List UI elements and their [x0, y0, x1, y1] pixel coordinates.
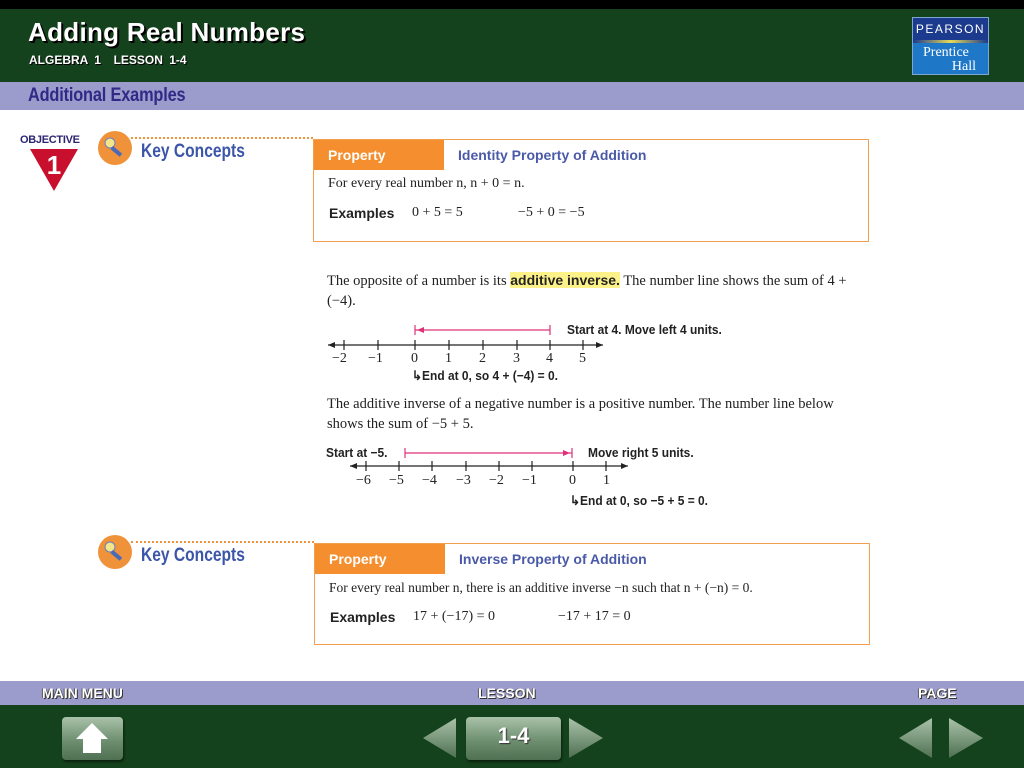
- property-name: Identity Property of Addition: [458, 147, 647, 163]
- key-concepts-heading: [98, 131, 318, 171]
- tick-label: 2: [479, 351, 486, 366]
- key-concepts-label: Key Concepts: [141, 545, 245, 566]
- example-1: 17 + (−17) = 0: [413, 609, 496, 624]
- logo-hall: Hall: [951, 59, 976, 74]
- number-line-2-move-note: Move right 5 units.: [588, 445, 694, 460]
- tick-label: 0: [411, 351, 418, 366]
- prev-lesson-button[interactable]: [420, 716, 460, 760]
- logo-prentice: Prentice: [923, 45, 969, 60]
- section-band: [0, 82, 1024, 110]
- tick-label: −5: [389, 473, 404, 488]
- tick-label: −6: [356, 473, 371, 488]
- key-concepts-heading: [98, 535, 318, 575]
- number-line-2-start-note: Start at −5.: [326, 445, 388, 460]
- example-2: −17 + 17 = 0: [558, 609, 631, 624]
- tick-label: 0: [569, 473, 576, 488]
- number-line-2-end-note: ↳End at 0, so −5 + 5 = 0.: [570, 493, 709, 508]
- dotted-rule: [131, 541, 314, 543]
- number-line-1-end-note: ↳End at 0, so 4 + (−4) = 0.: [412, 368, 558, 383]
- property-name: Inverse Property of Addition: [459, 551, 647, 567]
- page-title: Adding Real Numbers: [28, 17, 306, 47]
- prev-page-button[interactable]: [896, 716, 936, 760]
- objective-number: 1: [46, 150, 62, 180]
- paragraph-text-cont: The number line shows the sum of 4 + (−4).: [327, 273, 847, 309]
- key-icon: [98, 535, 132, 569]
- examples-label: Examples: [329, 205, 395, 221]
- tick-label: −2: [332, 351, 347, 366]
- logo-swoosh: [913, 40, 988, 43]
- property-description: For every real number n, there is an additive inverse −n such that n + (−n) = 0.: [329, 580, 753, 595]
- section-title: Additional Examples: [28, 85, 186, 106]
- objective-badge: [20, 134, 84, 194]
- property-description: For every real number n, n + 0 = n.: [328, 176, 525, 191]
- key-icon: [98, 131, 132, 165]
- property-box-identity: [313, 139, 869, 242]
- tick-label: −1: [522, 473, 537, 488]
- header: [0, 9, 1024, 82]
- example-2: −5 + 0 = −5: [518, 205, 585, 220]
- main-menu-label: MAIN MENU: [42, 685, 123, 701]
- number-line-2: [326, 444, 766, 514]
- paragraph-additive-inverse: [327, 270, 867, 311]
- tick-label: 5: [579, 351, 586, 366]
- tick-label: 3: [513, 351, 520, 366]
- footer-nav: [0, 705, 1024, 768]
- lesson-label: LESSON: [478, 685, 536, 701]
- next-page-button[interactable]: [946, 716, 986, 760]
- end-note-text: End at 0, so −5 + 5 = 0.: [580, 493, 709, 508]
- tick-label: −4: [422, 473, 437, 488]
- lesson-subtitle: ALGEBRA 1 LESSON 1-4: [29, 53, 187, 67]
- footer-label-band: [0, 681, 1024, 705]
- end-note-text: End at 0, so 4 + (−4) = 0.: [422, 368, 558, 383]
- logo-pearson: PEARSON: [913, 18, 988, 40]
- page-label: PAGE: [918, 685, 957, 701]
- main-menu-button[interactable]: [62, 717, 123, 760]
- key-concepts-label: Key Concepts: [141, 141, 245, 162]
- tick-label: −2: [489, 473, 504, 488]
- examples-label: Examples: [330, 609, 396, 625]
- property-box-inverse: [314, 543, 870, 645]
- tick-label: 1: [603, 473, 610, 488]
- number-line-1-start-note: Start at 4. Move left 4 units.: [567, 322, 722, 337]
- dotted-rule: [131, 137, 313, 139]
- publisher-logo: [912, 17, 989, 75]
- property-tag: Property: [315, 544, 445, 574]
- paragraph-text: The opposite of a number is its: [327, 273, 511, 289]
- number-line-1: [328, 320, 748, 385]
- tick-label: −3: [456, 473, 471, 488]
- property-tag: Property: [314, 140, 444, 170]
- tick-label: 4: [546, 351, 553, 366]
- highlighted-term: additive inverse.: [510, 272, 620, 288]
- example-1: 0 + 5 = 5: [412, 205, 463, 220]
- home-arrow-icon: [62, 717, 123, 760]
- top-black-strip: [0, 0, 1024, 9]
- lesson-number-button[interactable]: 1-4: [466, 717, 561, 760]
- objective-label: OBJECTIVE: [20, 134, 80, 146]
- next-lesson-button[interactable]: [566, 716, 606, 760]
- paragraph-negative-inverse: The additive inverse of a negative number is a positive number. The number line below shows the sum of −5 + 5.: [327, 396, 834, 432]
- tick-label: −1: [368, 351, 383, 366]
- tick-label: 1: [445, 351, 452, 366]
